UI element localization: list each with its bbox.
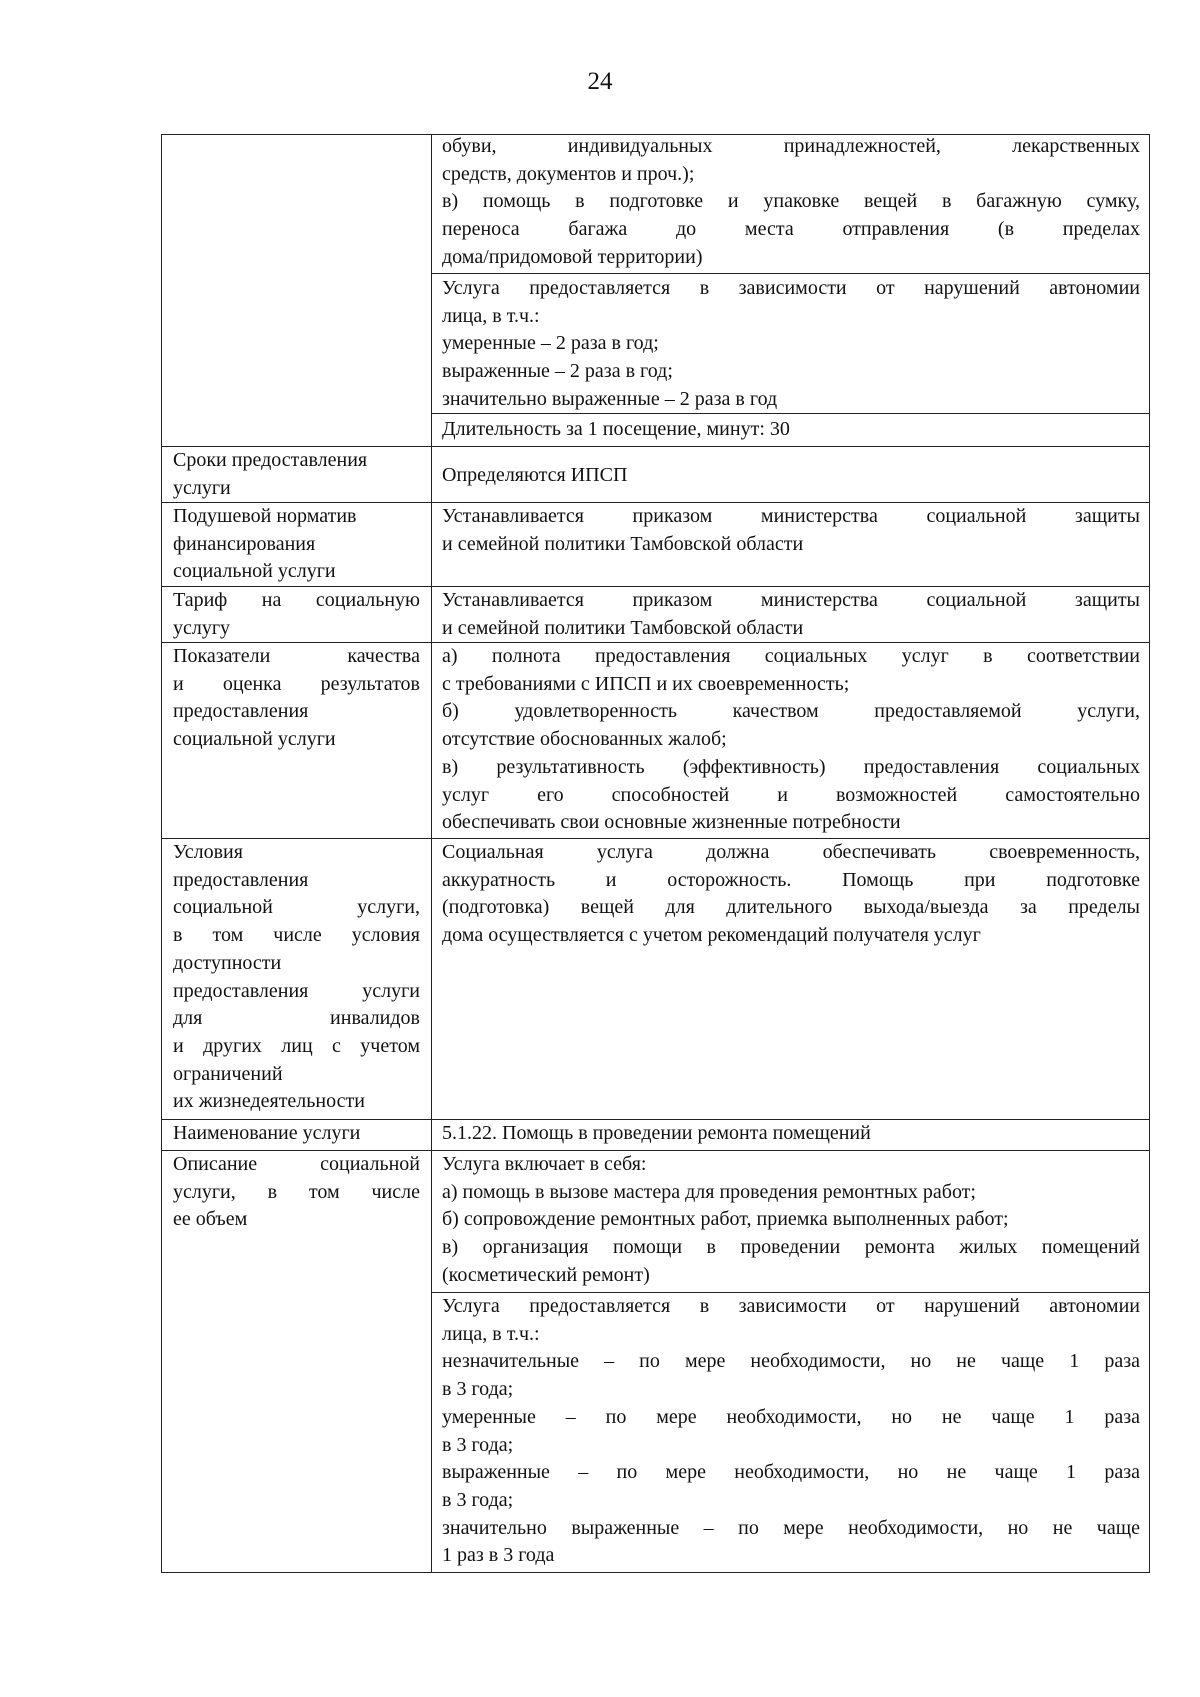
- text-line: в 3 года;: [442, 1488, 514, 1511]
- text-line: в) результативность (эффективность) предоставления социальных: [442, 755, 1140, 778]
- text-line: Наименование услуги: [173, 1122, 361, 1144]
- text-line: для инвалидов: [173, 1007, 420, 1030]
- service-duration: [442, 416, 1140, 444]
- text-line: умеренные – по мере необходимости, но не чаще 1 раза: [442, 1405, 1140, 1428]
- row-label-service-description: [173, 1151, 420, 1234]
- row-value-service-description: [442, 1151, 1140, 1290]
- text-line: в) помощь в подготовке и упаковке вещей в багажную сумку,: [442, 190, 1140, 213]
- text-line: услугу: [173, 616, 231, 639]
- row-label-per-capita-standard: [173, 503, 420, 586]
- text-line: Подушевой норматив: [173, 505, 357, 527]
- row-value-tariff: [442, 587, 1140, 642]
- text-line: Сроки предоставления: [173, 449, 368, 471]
- row-value-per-capita-standard: [442, 503, 1140, 558]
- text-line: а) полнота предоставления социальных услуг в соответствии: [442, 645, 1140, 667]
- sub-row-divider: [431, 273, 1150, 274]
- text-line: услуги: [173, 476, 231, 499]
- text-line: в) организация помощи в проведении ремонта жилых помещений: [442, 1236, 1140, 1259]
- text-line: Тариф на социальную: [173, 589, 420, 611]
- text-line: и других лиц с учетом: [173, 1034, 420, 1057]
- text-line: социальной услуги,: [173, 896, 420, 919]
- row-label-tariff: [173, 587, 420, 642]
- text-line: в 3 года;: [442, 1378, 514, 1401]
- row-label-terms: [173, 447, 420, 502]
- row-value-service-name: [442, 1120, 1140, 1148]
- text-line: предоставления услуги: [173, 979, 420, 1002]
- text-line: переноса багажа до места отправления (в пределах: [442, 218, 1140, 241]
- text-line: Устанавливается приказом министерства социальной защиты: [442, 505, 1140, 527]
- row-label-service-name: [173, 1120, 420, 1148]
- text-line: отсутствие обоснованных жалоб;: [442, 728, 727, 751]
- text-line: а) помощь в вызове мастера для проведения ремонтных работ;: [442, 1180, 976, 1203]
- text-line: лица, в т.ч.:: [442, 1322, 540, 1345]
- text-line: в 3 года;: [442, 1433, 514, 1456]
- text-line: доступности: [173, 951, 282, 974]
- text-line: дома/придомовой территории): [442, 245, 703, 268]
- text-line: 5.1.22. Помощь в проведении ремонта помещений: [442, 1122, 871, 1144]
- text-line: финансирования: [173, 532, 316, 555]
- text-line: обуви, индивидуальных принадлежностей, лекарственных: [442, 135, 1140, 157]
- text-line: Услуга предоставляется в зависимости от нарушений автономии: [442, 277, 1140, 299]
- text-line: предоставления: [173, 868, 309, 891]
- text-line: их жизнедеятельности: [173, 1090, 365, 1113]
- text-line: дома осуществляется с учетом рекомендаций получателя услуг: [442, 924, 981, 947]
- page-number: 24: [587, 68, 613, 95]
- service-frequency: [442, 275, 1140, 414]
- text-line: умеренные – 2 раза в год;: [442, 332, 659, 355]
- text-line: незначительные – по мере необходимости, но не чаще 1 раза: [442, 1350, 1140, 1373]
- text-line: Определяются ИПСП: [442, 464, 628, 486]
- service-description-continued: [442, 133, 1140, 272]
- text-line: (косметический ремонт): [442, 1263, 650, 1286]
- text-line: ограничений: [173, 1062, 283, 1085]
- text-line: Услуга включает в себя:: [442, 1153, 647, 1175]
- text-line: и оценка результатов: [173, 672, 420, 695]
- text-line: услуг его способностей и возможностей самостоятельно: [442, 783, 1140, 806]
- text-line: (подготовка) вещей для длительного выхода/выезда за пределы: [442, 896, 1140, 919]
- text-line: и семейной политики Тамбовской области: [442, 616, 804, 639]
- row-value-conditions: [442, 839, 1140, 950]
- text-line: социальной услуги: [173, 728, 336, 751]
- column-divider: [431, 134, 432, 1573]
- text-line: 1 раз в 3 года: [442, 1544, 555, 1567]
- text-line: с требованиями с ИПСП и их своевременность;: [442, 672, 850, 695]
- text-line: выраженные – 2 раза в год;: [442, 360, 673, 383]
- text-line: услуги, в том числе: [173, 1180, 420, 1203]
- row-label-conditions: [173, 839, 420, 1116]
- text-line: Устанавливается приказом министерства социальной защиты: [442, 589, 1140, 611]
- text-line: Услуга предоставляется в зависимости от нарушений автономии: [442, 1295, 1140, 1317]
- text-line: Социальная услуга должна обеспечивать своевременность,: [442, 841, 1140, 863]
- text-line: ее объем: [173, 1208, 248, 1231]
- text-line: социальной услуги: [173, 560, 336, 583]
- text-line: обеспечивать свои основные жизненные потребности: [442, 811, 901, 834]
- row-value-service-frequency: [442, 1293, 1140, 1570]
- text-line: Описание социальной: [173, 1153, 420, 1175]
- row-value-terms: [442, 462, 1140, 490]
- text-line: средств, документов и проч.);: [442, 162, 695, 185]
- text-line: б) сопровождение ремонтных работ, приемка выполненных работ;: [442, 1208, 1009, 1231]
- text-line: Условия: [173, 841, 243, 863]
- text-line: лица, в т.ч.:: [442, 304, 540, 327]
- text-line: выраженные – по мере необходимости, но не чаще 1 раза: [442, 1461, 1140, 1484]
- text-line: аккуратность и осторожность. Помощь при подготовке: [442, 868, 1140, 891]
- text-line: и семейной политики Тамбовской области: [442, 532, 804, 555]
- text-line: Длительность за 1 посещение, минут: 30: [442, 418, 790, 440]
- row-value-quality-indicators: [442, 643, 1140, 837]
- text-line: б) удовлетворенность качеством предоставляемой услуги,: [442, 700, 1140, 723]
- text-line: Показатели качества: [173, 645, 420, 667]
- text-line: предоставления: [173, 700, 309, 723]
- text-line: в том числе условия: [173, 924, 420, 947]
- row-label-quality-indicators: [173, 643, 420, 754]
- text-line: значительно выраженные – по мере необходимости, но не чаще: [442, 1516, 1140, 1539]
- text-line: значительно выраженные – 2 раза в год: [442, 387, 778, 410]
